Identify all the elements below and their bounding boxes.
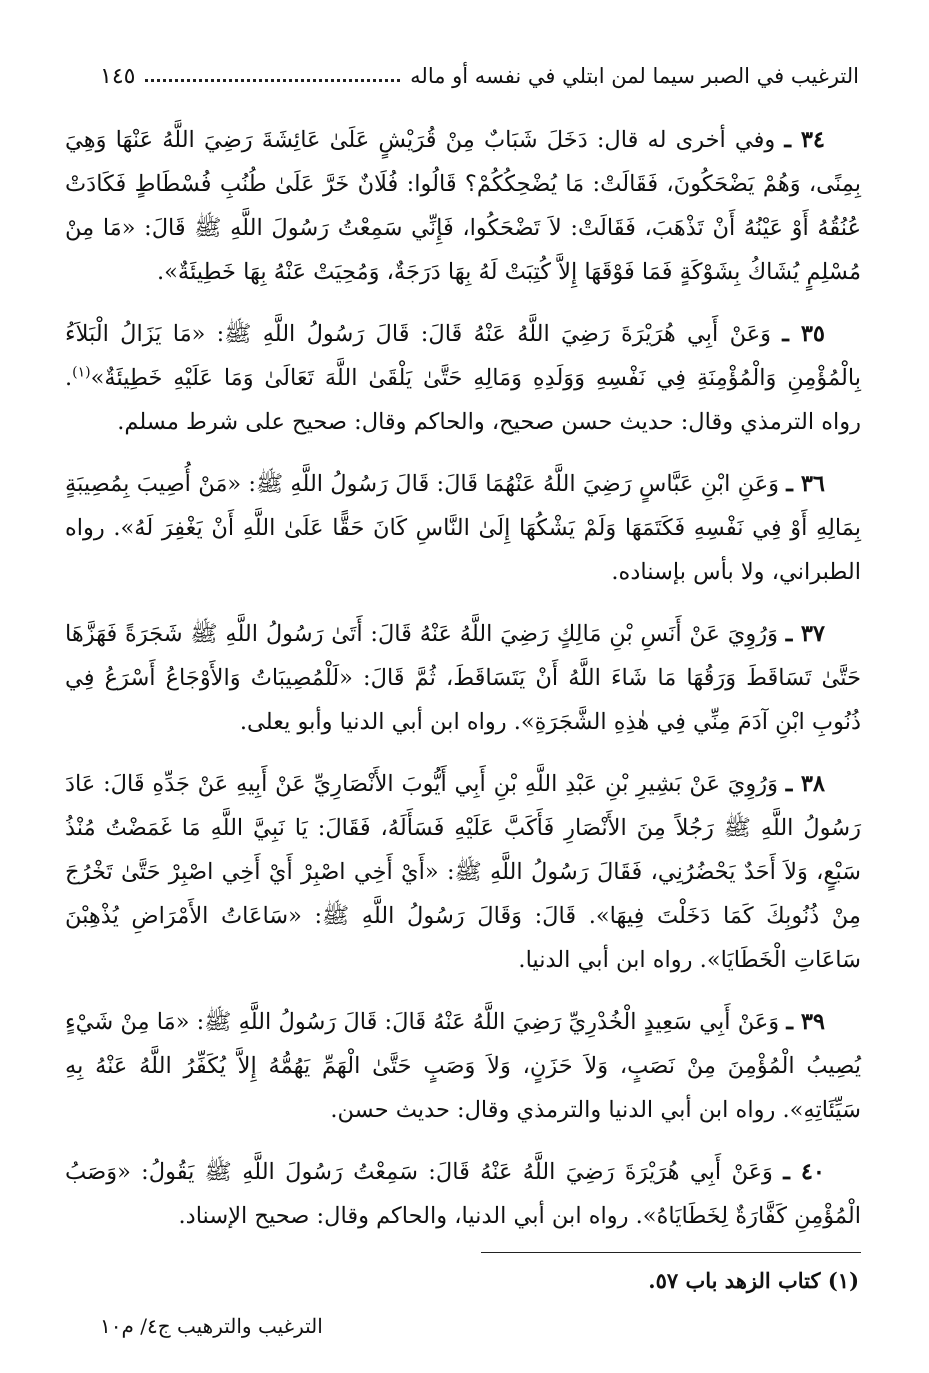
hadith-paragraph <box>65 762 861 982</box>
hadith-text: وَعَنِ ابْنِ عَبَّاسٍ رَضِيَ اللَّهُ عَنْهُمَا قَالَ: قَالَ رَسُولُ اللَّهِ ﷺ: «مَنْ أُصِيبَ بِمُصِيبَةٍ بِمَالِهِ أَوْ فِي نَفْسِهِ فَكَتَمَهَا وَلَمْ يَشْكُهَا إِلَىٰ النَّاسِ كَانَ حَقًّا عَلَىٰ اللَّهِ أَنْ يَغْفِرَ لَهُ». رواه الطبراني، ولا بأس بإسناده. <box>65 471 861 585</box>
header-dot-leader <box>145 79 400 82</box>
footnote <box>648 1268 859 1293</box>
hadith-paragraph <box>65 1150 861 1238</box>
hadith-text: وَعَنْ أَبِي سَعِيدٍ الْخُدْرِيِّ رَضِيَ اللَّهُ عَنْهُ قَالَ: قَالَ رَسُولُ اللَّهِ ﷺ: «مَا مِنْ شَيْءٍ يُصِيبُ الْمُؤْمِنَ مِنْ نَصَبٍ، وَلاَ حَزَنٍ، وَلاَ وَصَبٍ حَتَّىٰ الْهَمِّ يَهُمُّهُ إِلاَّ يُكَفِّرُ اللَّهُ عَنْهُ بِهِ سَيِّئَاتِهِ». رواه ابن أبي الدنيا والترمذي وقال: حديث حسن. <box>65 1009 861 1123</box>
main-text <box>65 118 861 1256</box>
hadith-paragraph <box>65 118 861 294</box>
hadith-number: ٣٩ ـ <box>786 1009 826 1035</box>
footnote-text: كتاب الزهد باب ٥٧. <box>648 1268 821 1293</box>
hadith-source: . رواه الترمذي وقال: حديث حسن صحيح، والحاكم وقال: صحيح على شرط مسلم. <box>65 365 861 435</box>
hadith-text: وفي أخرى له قال: دَخَلَ شَبَابٌ مِنْ قُرَيْشٍ عَلَىٰ عَائِشَةَ رَضِيَ اللَّهُ عَنْهَا وَهِيَ بِمِنًى، وَهُمْ يَضْحَكُونَ، فَقَالَتْ: مَا يُضْحِكُكُمْ؟ قَالُوا: فُلَانٌ خَرَّ عَلَىٰ طُنُبِ فُسْطَاطٍ فَكَادَتْ عُنُقُهُ أَوْ عَيْنُهُ أَنْ تَذْهَبَ، فَقَالَتْ: لاَ تَضْحَكُوا، فَإِنِّي سَمِعْتُ رَسُولَ اللَّهِ ﷺ قَالَ: «مَا مِنْ مُسْلِمٍ يُشَاكُ بِشَوْكَةٍ فَمَا فَوْقَهَا إِلاَّ كُتِبَتْ لَهُ بِهَا دَرَجَةٌ، وَمُحِيَتْ عَنْهُ بِهَا خَطِيئَةٌ». <box>65 127 861 285</box>
hadith-paragraph <box>65 612 861 744</box>
hadith-number: ٣٥ ـ <box>782 321 825 347</box>
running-header <box>100 56 859 96</box>
hadith-paragraph <box>65 312 861 444</box>
chapter-title: الترغيب في الصبر سيما لمن ابتلي في نفسه أو ماله <box>410 64 859 88</box>
hadith-number: ٣٨ ـ <box>785 771 825 797</box>
hadith-number: ٣٦ ـ <box>786 471 825 497</box>
footnote-marker: (١) <box>827 1268 859 1293</box>
hadith-text: وَرُوِيَ عَنْ أَنَسِ بْنِ مَالِكٍ رَضِيَ اللَّهُ عَنْهُ قَالَ: أَتَىٰ رَسُولُ اللَّهِ ﷺ شَجَرَةً فَهَزَّهَا حَتَّىٰ تَسَاقَطَ وَرَقُهَا مَا شَاءَ اللَّهُ أَنْ يَتَسَاقَطَ، ثُمَّ قَالَ: «لَلْمُصِيبَاتُ وَالأَوْجَاعُ أَسْرَعُ فِي ذُنُوبِ ابْنِ آدَمَ مِنِّي فِي هٰذِهِ الشَّجَرَةِ». رواه ابن أبي الدنيا وأبو يعلى. <box>65 621 861 735</box>
hadith-text: وَعَنْ أَبِي هُرَيْرَةَ رَضِيَ اللَّهُ عَنْهُ قَالَ: قَالَ رَسُولُ اللَّهِ ﷺ: «مَا يَزَالُ الْبَلاَءُ بِالْمُؤْمِنِ وَالْمُؤْمِنَةِ فِي نَفْسِهِ وَوَلَدِهِ وَمَالِهِ حَتَّىٰ يَلْقَىٰ اللَّهَ تَعَالَىٰ وَمَا عَلَيْهِ خَطِيئَةٌ» <box>65 321 861 391</box>
footnote-reference: (١) <box>72 364 91 381</box>
footnote-divider <box>481 1252 861 1253</box>
hadith-number: ٣٧ ـ <box>785 621 825 647</box>
hadith-text: وَرُوِيَ عَنْ بَشِيرِ بْنِ عَبْدِ اللَّهِ بْنِ أَبِي أَيُّوبَ الأَنْصَارِيِّ عَنْ أَبِيهِ عَنْ جَدِّهِ قَالَ: عَادَ رَسُولُ اللَّهِ ﷺ رَجُلاً مِنَ الأَنْصَارِ فَأَكَبَّ عَلَيْهِ فَسَأَلَهُ، فَقَالَ: يَا نَبِيَّ اللَّهِ مَا غَمَضْتُ مُنْذُ سَبْعٍ، وَلاَ أَحَدٌ يَحْضُرُنِي، فَقَالَ رَسُولُ اللَّهِ ﷺ: «أَيْ أَخِي اصْبِرْ أَيْ أَخِي اصْبِرْ حَتَّىٰ تَخْرُجَ مِنْ ذُنُوبِكَ كَمَا دَخَلْتَ فِيهَا». قَالَ: وَقَالَ رَسُولُ اللَّهِ ﷺ: «سَاعَاتُ الأَمْرَاضِ يُذْهِبْنَ سَاعَاتِ الْخَطَايَا». رواه ابن أبي الدنيا. <box>65 771 861 973</box>
hadith-paragraph <box>65 462 861 594</box>
book-signature: الترغيب والترهيب ج٤/ م١٠ <box>100 1314 323 1338</box>
hadith-paragraph <box>65 1000 861 1132</box>
hadith-number: ٣٤ ـ <box>784 127 826 153</box>
page-number: ١٤٥ <box>100 63 136 89</box>
hadith-text: وَعَنْ أَبِي هُرَيْرَةَ رَضِيَ اللَّهُ عَنْهُ قَالَ: سَمِعْتُ رَسُولَ اللَّهِ ﷺ يَقُولُ: «وَصَبُ الْمُؤْمِنِ كَفَّارَةٌ لِخَطَايَاهُ». رواه ابن أبي الدنيا، والحاكم وقال: صحيح الإسناد. <box>65 1159 861 1229</box>
hadith-number: ٤٠ ـ <box>783 1159 825 1185</box>
